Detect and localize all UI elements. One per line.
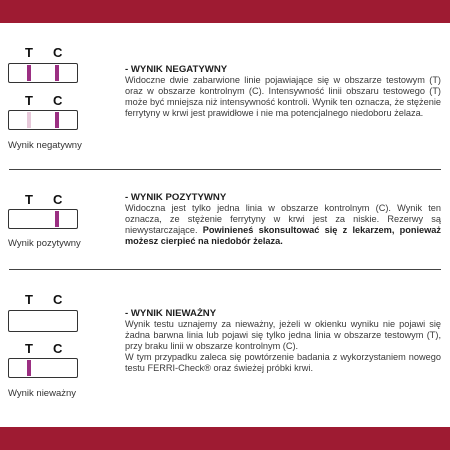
description-positive	[125, 203, 441, 247]
section-divider	[9, 269, 441, 270]
test-line	[27, 65, 31, 81]
top-color-band	[0, 0, 450, 23]
test-strip-positive	[8, 209, 78, 229]
label-t: T	[25, 45, 33, 60]
control-line	[55, 211, 59, 227]
label-t: T	[25, 341, 33, 356]
test-line	[27, 360, 31, 376]
label-c: C	[53, 292, 63, 307]
heading-positive: - WYNIK POZYTYWNY	[125, 192, 227, 203]
caption-positive: Wynik pozytywny	[8, 238, 81, 249]
description-positive-text: Widoczna jest tylko jedna linia w obszarze kontrolnym (C). Wynik ten oznacza, ze stężenie ferrytyny w krwi jest za niskie. Rezerwy są niewystarczające.	[125, 203, 441, 235]
heading-invalid: - WYNIK NIEWAŻNY	[125, 308, 217, 319]
label-c: C	[53, 45, 63, 60]
test-strip-invalid-2	[8, 358, 78, 378]
heading-negative: - WYNIK NEGATYWNY	[125, 64, 228, 75]
description-invalid	[125, 319, 441, 374]
description-negative: Widoczne dwie zabarwione linie pojawiające się w obszarze testowym (T) oraz w obszarze kontrolnym (C). Intensywność linii obszaru testowego (T) może być mniejsza niż intensywność kontroli. Wynik ten oznacza, że stężenie ferrytyny w krwi jest prawidłowe i nie ma potencjalnego niedoboru żelaza.	[125, 75, 442, 118]
test-strip-negative-2	[8, 110, 78, 130]
label-t: T	[25, 192, 33, 207]
test-strip-invalid-1	[8, 310, 78, 332]
control-line	[55, 112, 59, 128]
test-strip-negative-1	[8, 63, 78, 83]
description-invalid-advice: W tym przypadku zaleca się powtórzenie badania z wykorzystaniem nowego testu FERRI-Check® oraz świeżej próbki krwi.	[125, 351, 441, 373]
description-positive-warning: Powinieneś skonsultować się z lekarzem, ponieważ możesz cierpieć na niedobór żelaza.	[125, 224, 441, 246]
label-c: C	[53, 341, 63, 356]
label-t: T	[25, 292, 33, 307]
label-c: C	[53, 192, 63, 207]
bottom-color-band	[0, 427, 450, 450]
test-line-faint	[27, 112, 31, 128]
control-line	[55, 65, 59, 81]
section-divider	[9, 169, 441, 170]
label-t: T	[25, 93, 33, 108]
description-invalid-text: Wynik testu uznajemy za nieważny, jeżeli w okienku wyniku nie pojawi się żadna barwna linia lub pojawi się tylko jedna linia w obszarze testowym (T), przy braku linii w obszarze kontrolnym (C).	[125, 319, 441, 351]
label-c: C	[53, 93, 63, 108]
caption-negative: Wynik negatywny	[8, 140, 82, 151]
caption-invalid: Wynik nieważny	[8, 388, 77, 399]
